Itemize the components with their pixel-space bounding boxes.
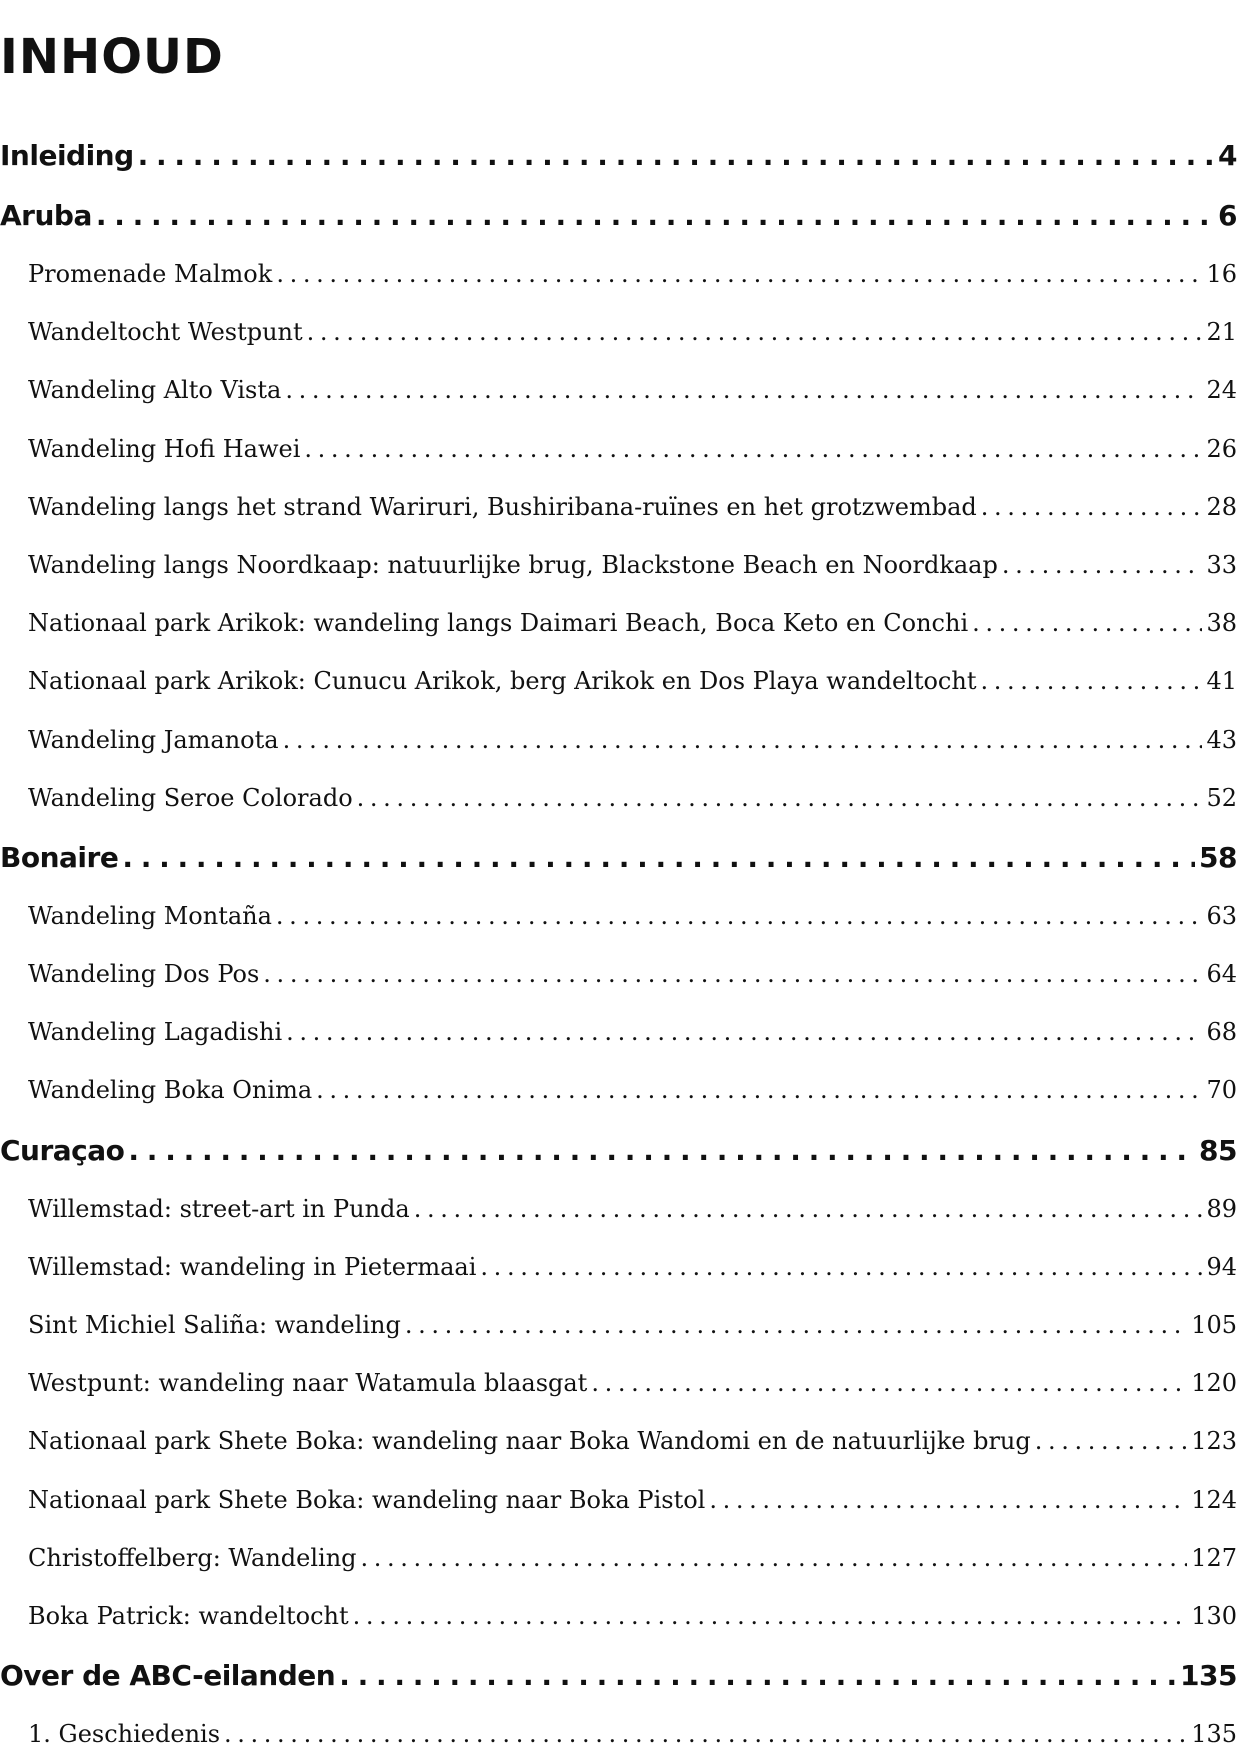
- toc-section-entry[interactable]: [0, 128, 1239, 188]
- dot-leader: [224, 1720, 1187, 1748]
- toc-section-entry[interactable]: [0, 1648, 1239, 1708]
- toc-page-number: 89: [1206, 1194, 1237, 1223]
- toc-entry[interactable]: [0, 1415, 1239, 1473]
- toc-entry[interactable]: [0, 1299, 1239, 1357]
- toc-page-number: 127: [1191, 1543, 1237, 1572]
- dot-leader: [339, 1659, 1176, 1692]
- toc-entry[interactable]: [0, 1532, 1239, 1590]
- dot-leader: [480, 1253, 1202, 1281]
- toc-section-entry[interactable]: [0, 1123, 1239, 1183]
- toc-entry[interactable]: [0, 714, 1239, 772]
- toc-entry-label: Curaçao: [0, 1133, 125, 1167]
- toc-page-number: 105: [1191, 1311, 1237, 1339]
- dot-leader: [357, 784, 1203, 812]
- dot-leader: [128, 1134, 1195, 1167]
- toc-page-number: 28: [1206, 492, 1237, 521]
- toc-page-number: 24: [1206, 376, 1237, 405]
- dot-leader: [1035, 1427, 1187, 1455]
- toc-page-number: 26: [1206, 434, 1237, 463]
- toc-section-entry[interactable]: [0, 188, 1239, 248]
- toc-page-number: 4: [1218, 139, 1237, 172]
- toc-entry-label: Wandeling langs het strand Wariruri, Bushiribana-ruïnes en het grotzwembad: [28, 492, 977, 521]
- dot-leader: [414, 1195, 1203, 1223]
- toc-page-number: 68: [1206, 1018, 1237, 1047]
- dot-leader: [283, 726, 1203, 754]
- toc-entry[interactable]: [0, 1708, 1239, 1756]
- toc-entry-label: Wandeling Lagadishi: [28, 1018, 283, 1047]
- toc-entry-label: Wandeling Seroe Colorado: [28, 783, 353, 812]
- toc-entry[interactable]: [0, 539, 1239, 597]
- toc-entry[interactable]: [0, 1241, 1239, 1299]
- toc-entry-label: Westpunt: wandeling naar Watamula blaasgat: [28, 1369, 588, 1398]
- toc-page-number: 135: [1180, 1659, 1237, 1693]
- toc-page-number: 52: [1206, 783, 1237, 812]
- toc-entry-label: Sint Michiel Saliña: wandeling: [28, 1311, 401, 1339]
- dot-leader: [353, 1602, 1188, 1630]
- toc-entry[interactable]: [0, 1357, 1239, 1415]
- toc-page-number: 43: [1206, 725, 1237, 754]
- toc-page-number: 124: [1191, 1485, 1237, 1514]
- toc-page-number: 63: [1206, 901, 1237, 930]
- toc-entry-label: Nationaal park Shete Boka: wandeling naar Boka Wandomi en de natuurlijke brug: [28, 1427, 1031, 1456]
- toc-entry[interactable]: [0, 423, 1239, 481]
- toc-entry[interactable]: [0, 1590, 1239, 1648]
- toc-page-number: 33: [1206, 550, 1237, 579]
- toc-entry-label: Wandeling Hofi Hawei: [28, 434, 301, 463]
- toc-entry-label: Inleiding: [0, 139, 134, 172]
- toc-entry[interactable]: [0, 1183, 1239, 1241]
- toc-entry-label: Willemstad: street-art in Punda: [28, 1194, 410, 1223]
- dot-leader: [405, 1311, 1187, 1339]
- dot-leader: [972, 609, 1202, 637]
- dot-leader: [286, 1018, 1202, 1046]
- dot-leader: [138, 139, 1214, 172]
- toc-entry-label: Promenade Malmok: [28, 260, 273, 288]
- dot-leader: [361, 1544, 1188, 1572]
- toc-entry-label: Nationaal park Shete Boka: wandeling naar Boka Pistol: [28, 1485, 706, 1514]
- dot-leader: [316, 1076, 1202, 1104]
- toc-section-entry[interactable]: [0, 830, 1239, 890]
- toc-page-number: 64: [1206, 960, 1237, 989]
- table-of-contents: [0, 128, 1239, 1756]
- toc-entry[interactable]: [0, 655, 1239, 713]
- dot-leader: [276, 260, 1202, 288]
- toc-page-number: 135: [1191, 1720, 1237, 1749]
- dot-leader: [981, 493, 1203, 521]
- dot-leader: [980, 667, 1202, 695]
- toc-entry-label: 1. Geschiedenis: [28, 1720, 221, 1749]
- toc-page-number: 70: [1206, 1076, 1237, 1105]
- toc-page-number: 130: [1191, 1601, 1237, 1630]
- toc-entry-label: Wandeling Dos Pos: [28, 960, 260, 989]
- toc-entry-label: Nationaal park Arikok: Cunucu Arikok, berg Arikok en Dos Playa wandeltocht: [28, 667, 977, 696]
- toc-page-number: 38: [1206, 609, 1237, 638]
- toc-entry[interactable]: [0, 772, 1239, 830]
- toc-entry[interactable]: [0, 248, 1239, 306]
- toc-entry-label: Over de ABC-eilanden: [0, 1659, 336, 1693]
- dot-leader: [276, 902, 1203, 930]
- dot-leader: [307, 318, 1203, 346]
- toc-page-number: 58: [1199, 840, 1237, 874]
- toc-page-number: 123: [1191, 1427, 1237, 1456]
- toc-entry-label: Aruba: [0, 199, 92, 232]
- toc-entry[interactable]: [0, 597, 1239, 655]
- toc-entry[interactable]: [0, 890, 1239, 948]
- dot-leader: [122, 841, 1195, 874]
- dot-leader: [304, 435, 1202, 463]
- toc-page-number: 41: [1206, 667, 1237, 696]
- toc-entry-label: Wandeling Jamanota: [28, 725, 279, 754]
- toc-entry-label: Nationaal park Arikok: wandeling langs Daimari Beach, Boca Keto en Conchi: [28, 609, 969, 638]
- toc-page-number: 85: [1199, 1133, 1237, 1167]
- toc-entry-label: Christoffelberg: Wandeling: [28, 1543, 357, 1572]
- dot-leader: [285, 376, 1202, 404]
- toc-page-number: 94: [1206, 1252, 1237, 1281]
- page-title: INHOUD: [0, 29, 224, 86]
- toc-entry-label: Wandeltocht Westpunt: [28, 318, 303, 347]
- toc-entry[interactable]: [0, 1474, 1239, 1532]
- toc-entry[interactable]: [0, 364, 1239, 422]
- toc-entry-label: Boka Patrick: wandeltocht: [28, 1601, 349, 1630]
- dot-leader: [591, 1369, 1187, 1397]
- toc-entry-label: Wandeling Boka Onima: [28, 1076, 313, 1105]
- toc-entry-label: Wandeling Alto Vista: [28, 376, 282, 405]
- dot-leader: [263, 960, 1202, 988]
- toc-page-number: 16: [1206, 260, 1237, 288]
- toc-entry-label: Wandeling Montaña: [28, 901, 272, 930]
- dot-leader: [1002, 551, 1203, 579]
- toc-entry[interactable]: [0, 306, 1239, 364]
- toc-entry[interactable]: [0, 481, 1239, 539]
- toc-entry-label: Willemstad: wandeling in Pietermaai: [28, 1252, 477, 1281]
- dot-leader: [96, 199, 1214, 232]
- toc-entry[interactable]: [0, 948, 1239, 1006]
- toc-page-number: 6: [1218, 199, 1237, 232]
- toc-page-number: 120: [1191, 1369, 1237, 1398]
- toc-entry-label: Wandeling langs Noordkaap: natuurlijke brug, Blackstone Beach en Noordkaap: [28, 550, 998, 579]
- dot-leader: [709, 1486, 1187, 1514]
- toc-entry[interactable]: [0, 1064, 1239, 1122]
- toc-entry[interactable]: [0, 1006, 1239, 1064]
- toc-page-number: 21: [1206, 318, 1237, 347]
- toc-entry-label: Bonaire: [0, 840, 119, 874]
